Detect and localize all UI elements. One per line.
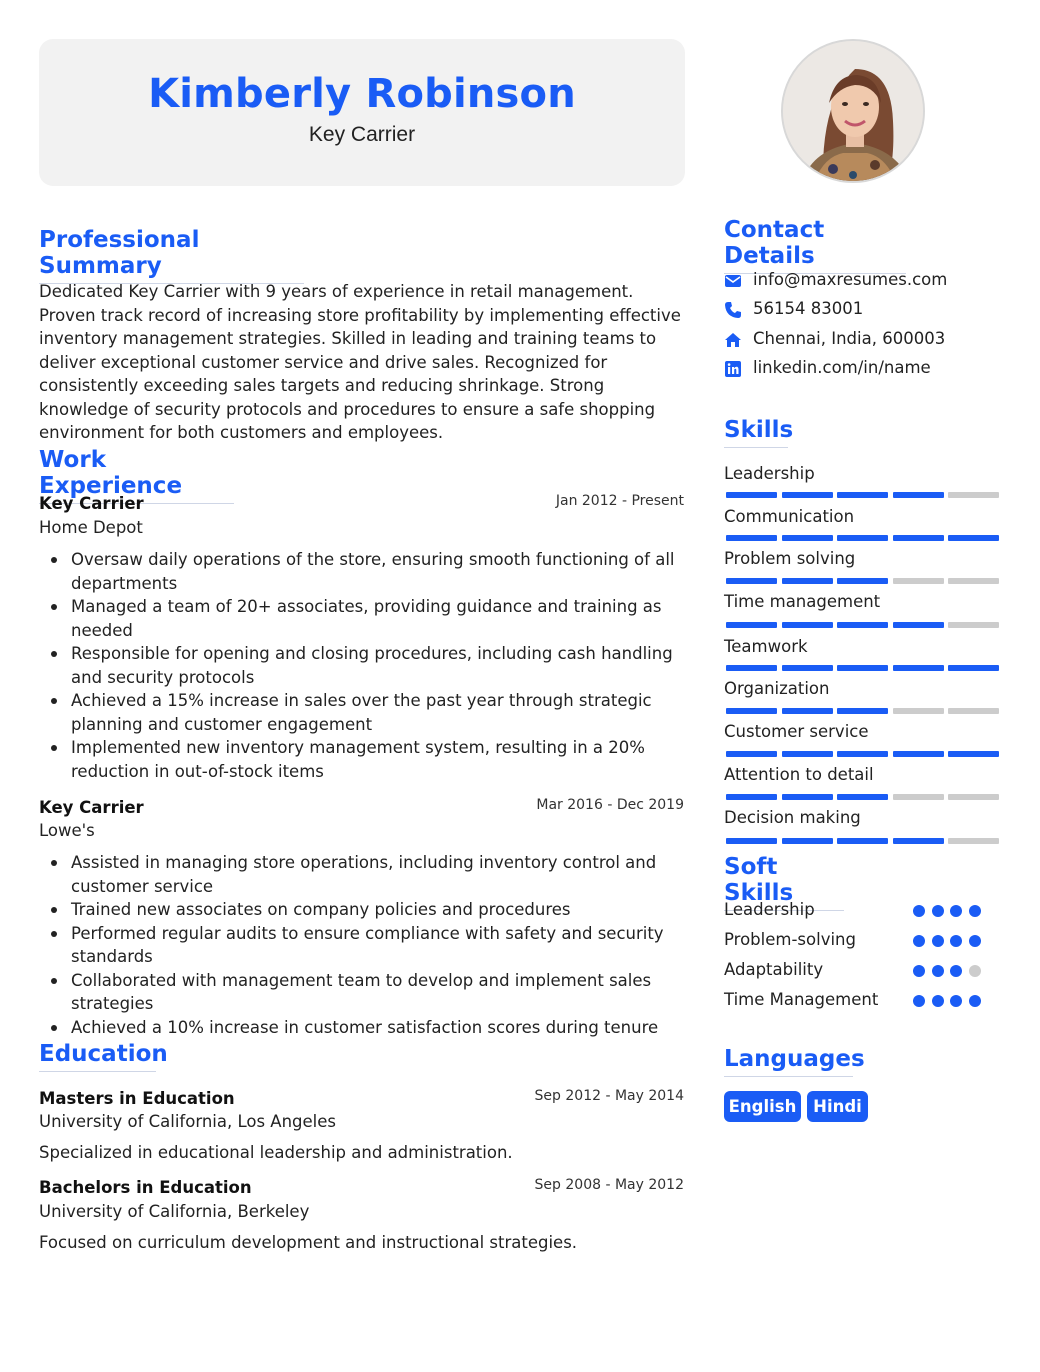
header-card [39, 39, 685, 186]
rating-dot [913, 905, 925, 917]
rating-dot [969, 905, 981, 917]
skill-label: Teamwork [724, 637, 808, 656]
skill-segment [893, 578, 944, 584]
skill-segment [782, 578, 833, 584]
soft-skill-label: Problem-solving [724, 930, 856, 949]
skill-meter [726, 622, 1000, 628]
summary-heading: Professional Summary [39, 227, 304, 284]
rating-dot [913, 965, 925, 977]
skill-segment [948, 708, 999, 714]
experience-heading: Work Experience [39, 447, 234, 504]
skill-meter [726, 838, 1000, 844]
rating-dot [969, 935, 981, 947]
skill-segment [893, 838, 944, 844]
phone-icon [724, 301, 742, 319]
skill-segment [837, 838, 888, 844]
list-item: Performed regular audits to ensure compliance with safety and security standards [39, 922, 685, 969]
job-company: Home Depot [39, 518, 143, 537]
skill-segment [893, 751, 944, 757]
skill-segment [726, 751, 777, 757]
rating-dot [969, 995, 981, 1007]
skill-meter [726, 665, 1000, 671]
skill-label: Customer service [724, 722, 869, 741]
job-title: Key Carrier [39, 798, 144, 817]
job-bullets [39, 851, 685, 1039]
rating-dot [969, 965, 981, 977]
skills-heading: Skills [724, 417, 788, 448]
language-tag-hindi: Hindi [807, 1091, 868, 1122]
job-company: Lowe's [39, 821, 95, 840]
job-dates: Mar 2016 - Dec 2019 [536, 797, 684, 813]
skill-label: Time management [724, 592, 881, 611]
skill-segment [726, 838, 777, 844]
skill-segment [726, 708, 777, 714]
soft-skill-label: Leadership [724, 900, 815, 919]
list-item: Oversaw daily operations of the store, ensuring smooth functioning of all departments [39, 548, 685, 595]
languages-heading: Languages [724, 1046, 853, 1077]
skill-label: Decision making [724, 808, 861, 827]
skill-segment [837, 794, 888, 800]
soft-skill-label: Time Management [724, 990, 879, 1009]
contact-heading: Contact Details [724, 217, 906, 274]
degree-description: Focused on curriculum development and instructional strategies. [39, 1233, 578, 1252]
skill-segment [948, 665, 999, 671]
rating-dot [950, 995, 962, 1007]
degree-dates: Sep 2008 - May 2012 [534, 1177, 684, 1193]
degree-title: Bachelors in Education [39, 1178, 252, 1197]
skill-segment [726, 794, 777, 800]
language-tag-english: English [724, 1091, 801, 1122]
education-heading: Education [39, 1041, 156, 1072]
list-item: Implemented new inventory management system, resulting in a 20% reduction in out-of-stock items [39, 736, 685, 783]
list-item: Achieved a 10% increase in customer satisfaction scores during tenure [39, 1016, 685, 1040]
list-item: Managed a team of 20+ associates, providing guidance and training as needed [39, 595, 685, 642]
skill-segment [893, 794, 944, 800]
skill-segment [726, 535, 777, 541]
skill-segment [837, 622, 888, 628]
rating-dot [950, 935, 962, 947]
skill-segment [893, 665, 944, 671]
linkedin-icon [724, 360, 742, 378]
soft-skill-label: Adaptability [724, 960, 824, 979]
skill-label: Problem solving [724, 549, 856, 568]
skill-meter [726, 708, 1000, 714]
list-item: Responsible for opening and closing procedures, including cash handling and security protocols [39, 642, 685, 689]
skill-segment [782, 665, 833, 671]
skill-segment [948, 578, 999, 584]
profile-photo-image [783, 41, 925, 183]
skill-label: Communication [724, 507, 855, 526]
contact-linkedin-text: linkedin.com/in/name [753, 358, 931, 377]
skill-segment [726, 492, 777, 498]
school-name: University of California, Los Angeles [39, 1112, 337, 1131]
skill-meter [726, 535, 1000, 541]
rating-dot [932, 965, 944, 977]
profile-photo [781, 39, 925, 183]
candidate-role: Key Carrier [308, 123, 416, 146]
skill-meter [726, 751, 1000, 757]
rating-dot [950, 965, 962, 977]
rating-dot [932, 905, 944, 917]
list-item: Collaborated with management team to develop and implement sales strategies [39, 969, 685, 1016]
rating-dot [932, 935, 944, 947]
skill-segment [893, 492, 944, 498]
job-title: Key Carrier [39, 494, 144, 513]
skill-segment [837, 578, 888, 584]
skill-segment [837, 665, 888, 671]
skill-segment [948, 622, 999, 628]
soft-skills-heading: Soft Skills [724, 854, 844, 911]
skill-segment [726, 578, 777, 584]
skill-segment [782, 492, 833, 498]
skill-segment [948, 535, 999, 541]
skill-segment [837, 535, 888, 541]
home-icon [724, 331, 742, 349]
degree-description: Specialized in educational leadership and administration. [39, 1143, 513, 1162]
skill-segment [948, 838, 999, 844]
skill-segment [782, 535, 833, 541]
skill-segment [726, 622, 777, 628]
contact-location-text: Chennai, India, 600003 [753, 329, 946, 348]
degree-dates: Sep 2012 - May 2014 [534, 1088, 684, 1104]
rating-dot [932, 995, 944, 1007]
candidate-name: Kimberly Robinson [148, 71, 576, 117]
skill-segment [948, 492, 999, 498]
skill-segment [837, 751, 888, 757]
skill-label: Leadership [724, 464, 815, 483]
rating-dot [950, 905, 962, 917]
list-item: Assisted in managing store operations, including inventory control and customer service [39, 851, 685, 898]
skill-segment [782, 708, 833, 714]
list-item: Trained new associates on company policies and procedures [39, 898, 685, 922]
skill-segment [837, 492, 888, 498]
skill-segment [893, 622, 944, 628]
summary-text: Dedicated Key Carrier with 9 years of experience in retail management. Proven track record of increasing store profitability by implementing effective inventory management strategies. Skilled in leading and training teams to deliver exceptional customer service and drive sales. Recognized for consistently exceeding sales targets and reducing shrinkage. Strong knowledge of security protocols and procedures to ensure a safe shopping environment for both customers and employees. [39, 282, 681, 442]
skill-segment [893, 535, 944, 541]
list-item: Achieved a 15% increase in sales over the past year through strategic planning and customer engagement [39, 689, 685, 736]
contact-email-text: info@maxresumes.com [753, 270, 948, 289]
job-dates: Jan 2012 - Present [555, 493, 684, 509]
degree-title: Masters in Education [39, 1089, 235, 1108]
skill-segment [726, 665, 777, 671]
skill-segment [948, 751, 999, 757]
skill-segment [948, 794, 999, 800]
skill-segment [782, 838, 833, 844]
skill-segment [782, 751, 833, 757]
skill-meter [726, 794, 1000, 800]
rating-dot [913, 995, 925, 1007]
skill-meter [726, 492, 1000, 498]
school-name: University of California, Berkeley [39, 1202, 310, 1221]
skill-segment [782, 622, 833, 628]
envelope-icon [724, 272, 742, 290]
skill-label: Organization [724, 679, 830, 698]
skill-label: Attention to detail [724, 765, 874, 784]
job-bullets [39, 548, 685, 783]
skill-segment [782, 794, 833, 800]
skill-segment [893, 708, 944, 714]
rating-dot [913, 935, 925, 947]
skill-meter [726, 578, 1000, 584]
skill-segment [837, 708, 888, 714]
contact-phone-text: 56154 83001 [753, 299, 864, 318]
